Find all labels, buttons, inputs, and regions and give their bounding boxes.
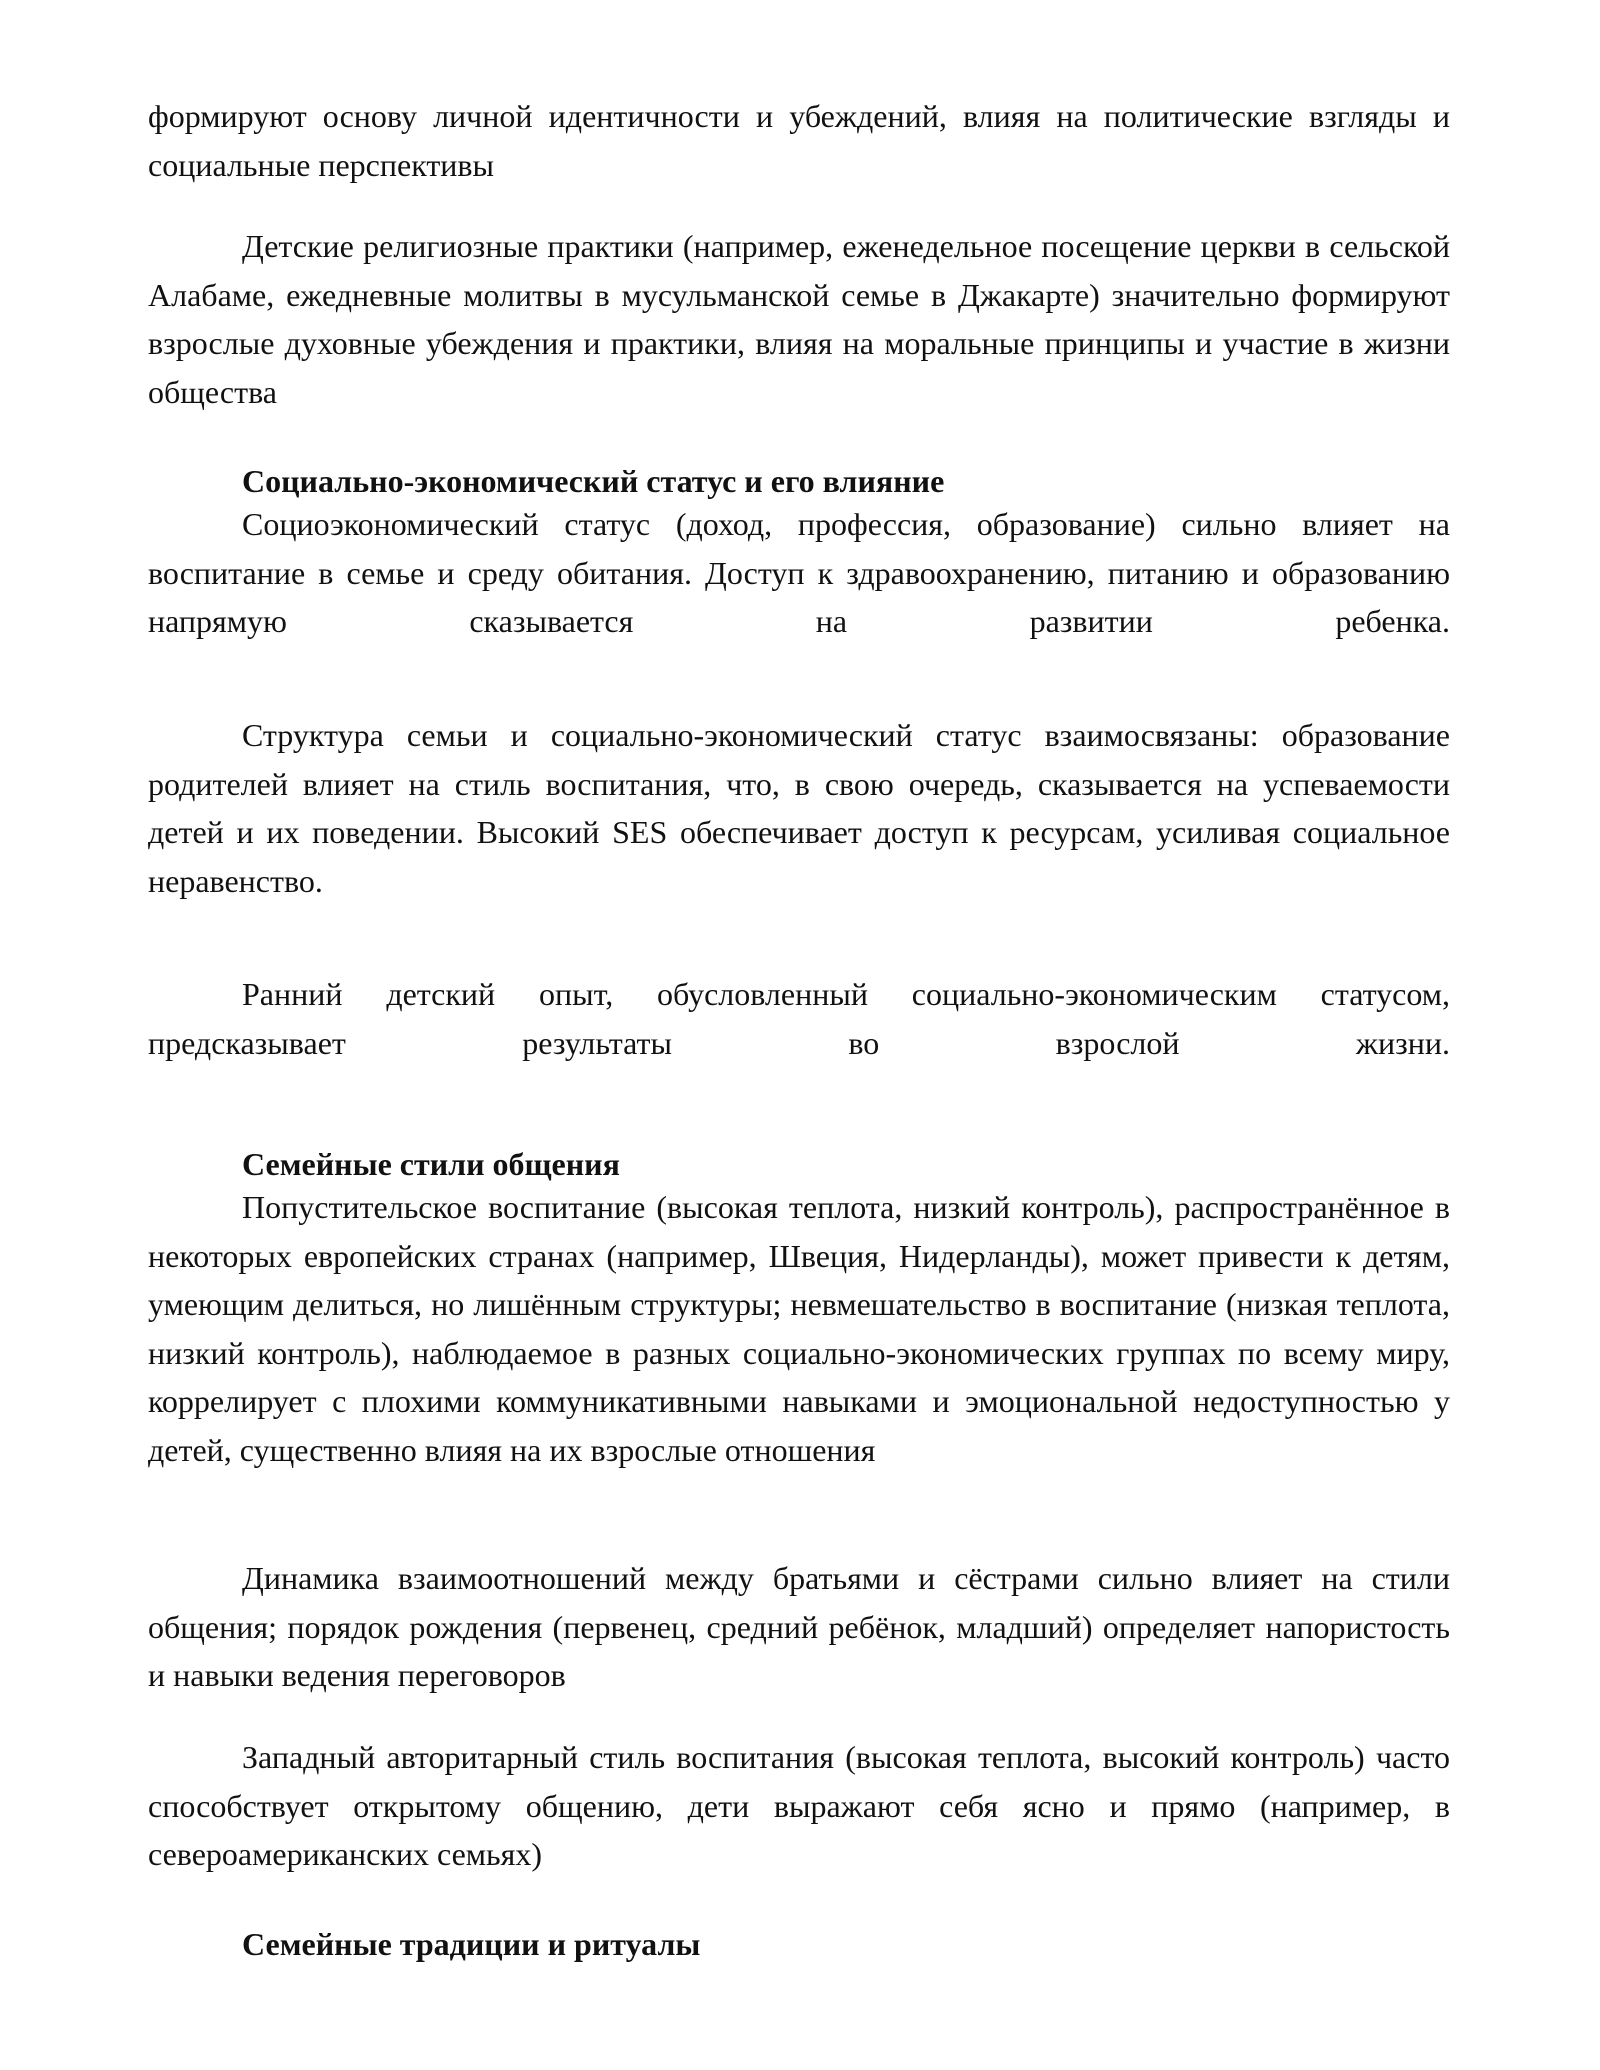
paragraph-authoritative-style: Западный авторитарный стиль воспитания (высокая теплота, высокий контроль) часто способствует открытому общению, дети выражают себя ясно и прямо (например, в североамериканских семьях) — [148, 1739, 1450, 1872]
paragraph-identity: формируют основу личной идентичности и убеждений, влияя на политические взгляды и социальные перспективы — [148, 98, 1450, 183]
heading-socioeconomic-status: Социально-экономический статус и его влияние — [242, 463, 945, 499]
heading-family-traditions: Семейные традиции и ритуалы — [242, 1926, 701, 1962]
paragraph-parenting-styles: Попустительское воспитание (высокая теплота, низкий контроль), распространённое в некоторых европейских странах (например, Швеция, Нидерланды), может привести к детям, умеющим делиться, но лишённым структуры; невмешательство в воспитание (низкая теплота, низкий контроль), наблюдаемое в разных социально-экономических группах по всему миру, коррелирует с плохими коммуникативными навыками и эмоциональной недоступностью у детей, существенно влияя на их взрослые отношения — [148, 1189, 1450, 1468]
paragraph-religious-practices: Детские религиозные практики (например, еженедельное посещение церкви в сельской Алабаме, ежедневные молитвы в мусульманской семье в Джакарте) значительно формируют взрослые духовные убеждения и практики, влияя на моральные принципы и участие в жизни общества — [148, 228, 1450, 410]
paragraph-sibling-dynamics: Динамика взаимоотношений между братьями и сёстрами сильно влияет на стили общения; порядок рождения (первенец, средний ребёнок, младший) определяет напористость и навыки ведения переговоров — [148, 1560, 1450, 1693]
paragraph-early-experience: Ранний детский опыт, обусловленный социально-экономическим статусом, предсказывает результаты во взрослой жизни. — [148, 976, 1450, 1061]
paragraph-family-structure: Структура семьи и социально-экономический статус взаимосвязаны: образование родителей влияет на стиль воспитания, что, в свою очередь, сказывается на успеваемости детей и их поведении. Высокий SES обеспечивает доступ к ресурсам, усиливая социальное неравенство. — [148, 717, 1450, 899]
paragraph-ses-influence: Социоэкономический статус (доход, профессия, образование) сильно влияет на воспитание в семье и среду обитания. Доступ к здравоохранению, питанию и образованию напрямую сказывается на развитии ребенка. — [148, 506, 1450, 639]
heading-communication-styles: Семейные стили общения — [242, 1146, 620, 1182]
